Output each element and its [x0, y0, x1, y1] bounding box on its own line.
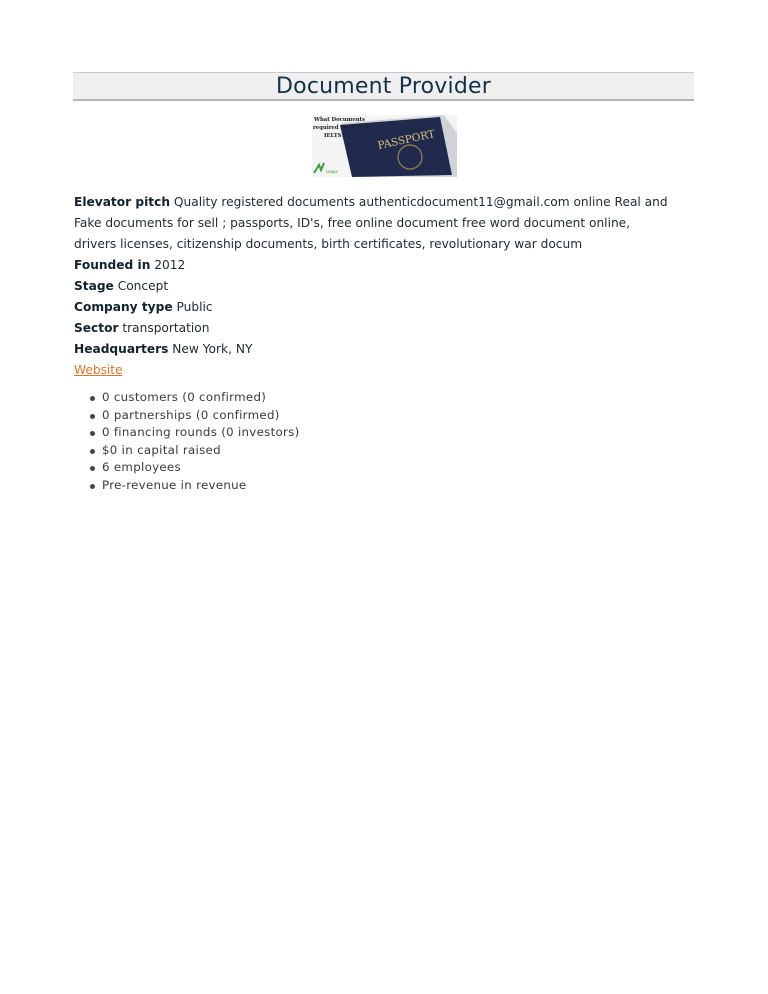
stage-row — [74, 276, 674, 297]
title-bar — [73, 72, 694, 101]
passport-label: PASSPORT — [376, 128, 437, 152]
list-item: 0 partnerships (0 confirmed) — [102, 407, 674, 425]
image-caption-line1: What Documents — [314, 117, 365, 123]
sector-row — [74, 318, 674, 339]
elevator-pitch-value: Quality registered documents authenticdocument11@gmail.com online Real and Fake documents for sell ; passports, ID's, free online document free word document online, drivers licenses, citizenship documents, birth certificates, revolutionary war docum — [74, 195, 668, 251]
headquarters-row — [74, 339, 674, 360]
sector-label: Sector — [74, 321, 119, 335]
sector-value: transportation — [122, 321, 210, 335]
company-type-row — [74, 297, 674, 318]
image-caption-line3: IELTS? — [324, 133, 345, 139]
stats-list — [74, 389, 674, 494]
image-caption-line2: required for PTE & — [313, 125, 370, 131]
list-item: 6 employees — [102, 459, 674, 477]
founded-value: 2012 — [154, 258, 186, 272]
list-item: 0 financing rounds (0 investors) — [102, 424, 674, 442]
list-item: $0 in capital raised — [102, 442, 674, 460]
image-logo-text: Leaps — [326, 169, 338, 174]
stage-value: Concept — [117, 279, 169, 293]
headquarters-label: Headquarters — [74, 342, 169, 356]
stage-label: Stage — [74, 279, 114, 293]
company-details — [74, 192, 674, 494]
company-type-label: Company type — [74, 300, 173, 314]
elevator-pitch-row — [74, 192, 674, 255]
passport-illustration — [312, 115, 457, 177]
hero-image — [312, 115, 457, 177]
elevator-pitch-label: Elevator pitch — [74, 195, 171, 209]
founded-row — [74, 255, 674, 276]
page-title: Document Provider — [276, 74, 491, 99]
headquarters-value: New York, NY — [172, 342, 253, 356]
company-type-value: Public — [176, 300, 213, 314]
website-link[interactable]: Website — [74, 363, 123, 377]
list-item: Pre-revenue in revenue — [102, 477, 674, 495]
founded-label: Founded in — [74, 258, 151, 272]
list-item: 0 customers (0 confirmed) — [102, 389, 674, 407]
